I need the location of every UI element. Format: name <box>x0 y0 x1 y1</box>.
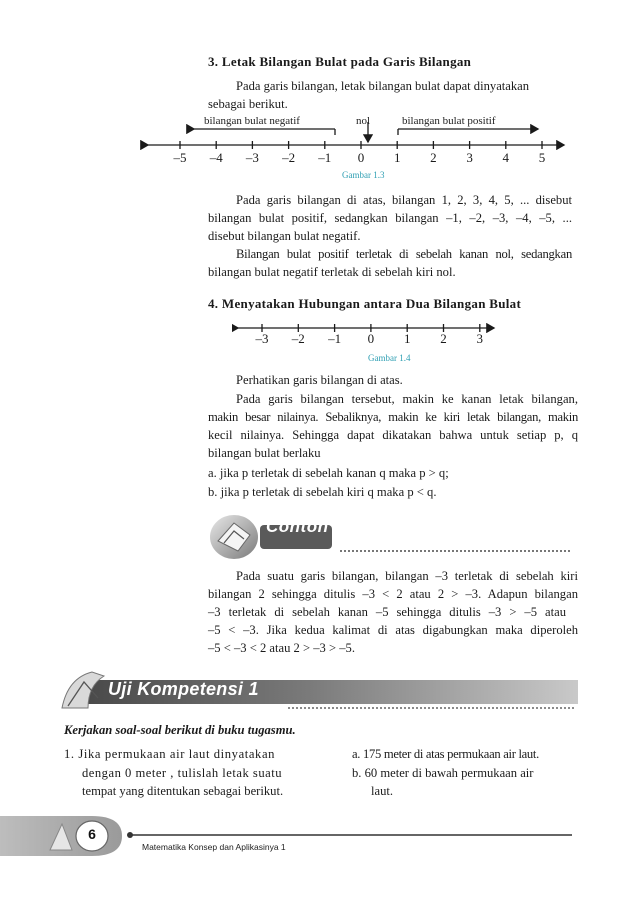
q1-option-b-line1: b. 60 meter di bawah permukaan air <box>352 766 534 780</box>
contoh-banner <box>200 513 580 563</box>
label-positive: bilangan bulat positif <box>402 115 496 127</box>
section-3-intro-line1: Pada garis bilangan, letak bilangan bulat dapat dinyatakan <box>236 79 530 93</box>
line13-tick-label: –3 <box>245 150 259 165</box>
contoh-line4: –5 < –3. Jika kedua kalimat di atas digabungkan maka diperoleh <box>208 623 578 637</box>
label-zero: nol <box>356 115 371 127</box>
q1-option-a: a. 175 meter di atas permukaan air laut. <box>352 747 539 761</box>
page-number: 6 <box>88 826 96 842</box>
q1-line1: 1. Jika permukaan air laut dinyatakan <box>64 747 276 761</box>
line13-tick-label: –1 <box>318 150 332 165</box>
line13-tick-label: 1 <box>393 150 401 165</box>
ticks-1-4-labels <box>232 331 502 349</box>
line14-tick-label: 2 <box>440 331 447 346</box>
line13-tick-label: –5 <box>173 150 187 165</box>
section-3-heading: 3. Letak Bilangan Bulat pada Garis Bilangan <box>208 54 472 69</box>
section-4-heading: 4. Menyatakan Hubungan antara Dua Bilangan Bulat <box>208 296 522 311</box>
line13-tick-label: 3 <box>466 150 473 165</box>
section-3-p2-line1: Bilangan bulat positif terletak di sebelah kanan nol, sedangkan <box>236 247 572 261</box>
section-4-p2-line1: Pada garis bilangan tersebut, makin ke kanan letak bilangan, <box>236 392 578 406</box>
contoh-line1: Pada suatu garis bilangan, bilangan –3 terletak di sebelah kiri <box>236 569 578 583</box>
section-4-p2-line2: makin besar nilainya. Sebaliknya, makin ke kiri letak bilangan, makin <box>208 410 578 424</box>
line14-tick-label: 0 <box>367 331 375 346</box>
section-4-p1: Perhatikan garis bilangan di atas. <box>236 373 403 387</box>
line14-tick-label: 3 <box>476 331 484 346</box>
label-negative: bilangan bulat negatif <box>204 115 300 127</box>
contoh-line2: bilangan 2 sehingga ditulis –3 < 2 atau 2 > –3. Adapun bilangan <box>208 587 578 601</box>
section-3-intro-line2: sebagai berikut. <box>208 97 288 111</box>
q1-line3: tempat yang ditentukan sebagai berikut. <box>82 784 284 798</box>
line13-tick-label: 4 <box>502 150 510 165</box>
caption-gambar-1-3: Gambar 1.3 <box>342 170 385 180</box>
section-3-p1-line2: bilangan bulat positif, sedangkan bilangan –1, –2, –3, –4, –5, ... <box>208 211 572 225</box>
line13-tick-label: 5 <box>538 150 546 165</box>
uji-title: Uji Kompetensi 1 <box>108 679 259 699</box>
ticks-1-3-labels <box>163 150 563 168</box>
contoh-title: Contoh <box>266 517 329 536</box>
section-4-p2-line3: kecil nilainya. Sehingga dapat dikatakan bahwa untuk setiap p, q <box>208 428 578 442</box>
line14-tick-label: –3 <box>255 331 269 346</box>
line13-tick-label: 0 <box>357 150 365 165</box>
caption-gambar-1-4: Gambar 1.4 <box>368 353 411 363</box>
line13-tick-label: –4 <box>209 150 223 165</box>
section-4-item-b: b. jika p terletak di sebelah kiri q maka p < q. <box>208 485 437 499</box>
section-3-p1-line3: disebut bilangan bulat negatif. <box>208 229 361 243</box>
line13-tick-label: 2 <box>430 150 437 165</box>
q1-line2: dengan 0 meter , tulislah letak suatu <box>82 766 283 780</box>
section-4-item-a: a. jika p terletak di sebelah kanan q maka p > q; <box>208 466 449 480</box>
line14-tick-label: –2 <box>291 331 305 346</box>
section-3-p2-line2: bilangan bulat negatif terletak di sebelah kiri nol. <box>208 265 456 279</box>
contoh-line3: –3 terletak di sebelah kanan –5 sehingga ditulis –3 > –5 atau <box>208 605 566 619</box>
section-4-p2-line4: bilangan bulat berlaku <box>208 446 321 460</box>
line14-tick-label: 1 <box>403 331 411 346</box>
contoh-line5: –5 < –3 < 2 atau 2 > –3 > –5. <box>208 641 355 655</box>
q1-option-b-line2: laut. <box>371 784 394 798</box>
line14-tick-label: –1 <box>328 331 342 346</box>
line13-tick-label: –2 <box>282 150 296 165</box>
uji-instruction: Kerjakan soal-soal berikut di buku tugasmu. <box>64 723 296 737</box>
footer-book-title: Matematika Konsep dan Aplikasinya 1 <box>142 842 286 852</box>
section-3-p1-line1: Pada garis bilangan di atas, bilangan 1, 2, 3, 4, 5, ... disebut <box>236 193 572 207</box>
